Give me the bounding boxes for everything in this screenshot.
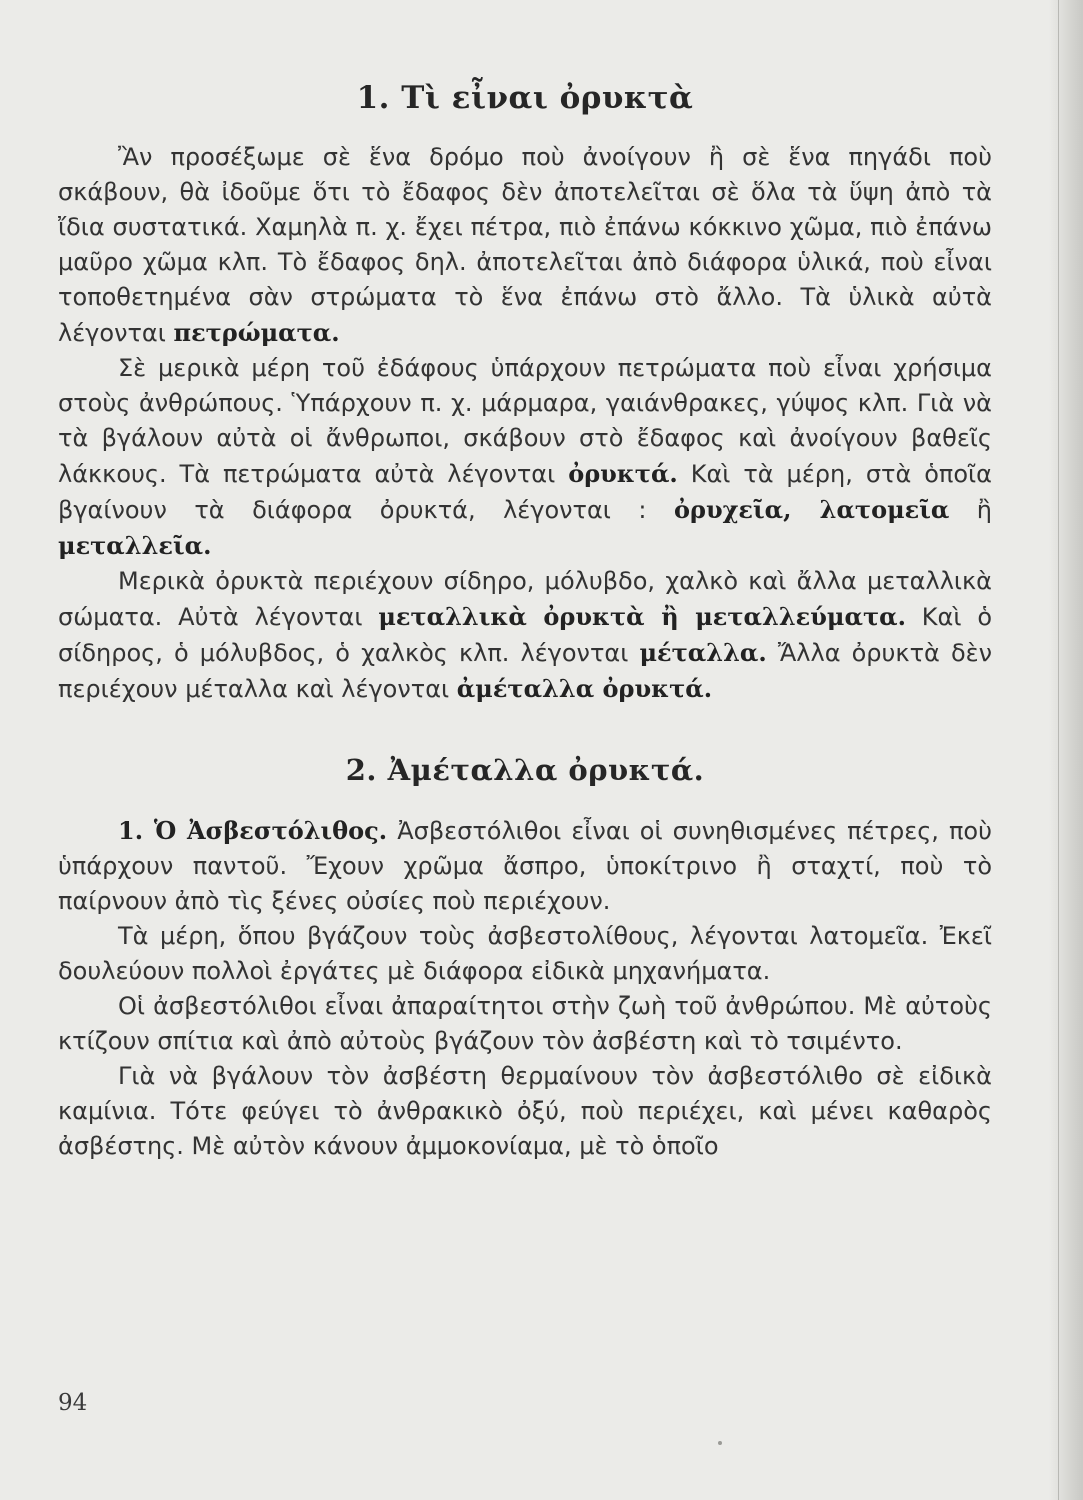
section-2-title: 2. Ἀμέταλλα ὀρυκτά.: [345, 753, 705, 787]
section-1-title: 1. Τὶ εἶναι ὀρυκτὰ: [356, 80, 694, 116]
page-number: 94: [58, 1390, 88, 1416]
page-edge-line: [1058, 0, 1059, 1500]
scan-speck: [718, 1441, 722, 1445]
page-content: [58, 80, 992, 1164]
paragraph-text: Καὶ τὰ μέρη, στὰ ὁποῖα βγαίνουν τὰ διάφορα ὀρυκτά, λέγονται :: [58, 460, 992, 524]
section-1-paragraph-1: [58, 140, 992, 351]
section-2-paragraph-1: [58, 813, 992, 919]
bold-term: ἀμέταλλα ὀρυκτά.: [456, 674, 713, 703]
section-2-paragraph-4: Γιὰ νὰ βγάλουν τὸν ἀσβέστη θερμαίνουν τὸν ἀσβεστόλιθο σὲ εἰδικὰ καμίνια. Τότε φεύγει τὸ ἀνθρακικὸ ὀξύ, ποὺ περιέχει, καὶ μένει καθαρὸς ἀσβέστης. Μὲ αὐτὸν κάνουν ἀμμοκονίαμα, μὲ τὸ ὁποῖο: [58, 1062, 992, 1160]
paragraph-text: Ἄλλα ὀρυκτὰ δὲν περιέχουν μέταλλα καὶ λέγονται: [58, 639, 993, 703]
paragraph-text: Μερικὰ ὀρυκτὰ περιέχουν σίδηρο, μόλυβδο, χαλκὸ καὶ ἄλλα μεταλλικὰ σώματα. Αὐτὰ λέγονται: [58, 567, 992, 631]
paragraph-text: ἢ: [949, 496, 993, 524]
paragraph-text: Ἂν προσέξωμε σὲ ἕνα δρόμο ποὺ ἀνοίγουν ἢ σὲ ἕνα πηγάδι ποὺ σκάβουν, θὰ ἰδοῦμε ὅτι τὸ ἔδαφος δὲν ἀποτελεῖται σὲ ὅλα τὰ ὕψη ἀπὸ τὰ ἴδια συστατικά. Χαμηλὰ π. χ. ἔχει πέτρα, πιὸ ἐπάνω κόκκινο χῶμα, πιὸ ἐπάνω μαῦρο χῶμα κλπ. Τὸ ἔδαφος δηλ. ἀποτελεῖται ἀπὸ διάφορα ὑλικά, ποὺ εἶναι τοποθετημένα σὰν στρώματα τὸ ἕνα ἐπάνω στὸ ἄλλο. Τὰ ὑλικὰ αὐτὰ λέγονται: [58, 143, 992, 347]
section-2-paragraph-3: Οἱ ἀσβεστόλιθοι εἶναι ἀπαραίτητοι στὴν ζωὴ τοῦ ἀνθρώπου. Μὲ αὐτοὺς κτίζουν σπίτια καὶ ἀπὸ αὐτοὺς βγάζουν τὸν ἀσβέστη καὶ τὸ τσιμέντο.: [58, 992, 992, 1055]
paragraph-text: Καὶ ὁ σίδηρος, ὁ μόλυβδος, ὁ χαλκὸς κλπ. λέγονται: [58, 603, 992, 667]
section-1-paragraph-3: [58, 564, 992, 707]
paragraph-text: Σὲ μερικὰ μέρη τοῦ ἐδάφους ὑπάρχουν πετρώματα ποὺ εἶναι χρήσιμα στοὺς ἀνθρώπους. Ὑπάρχουν π. χ. μάρμαρα, γαιάνθρακες, γύψος κλπ. Γιὰ νὰ τὰ βγάλουν αὐτὰ οἱ ἄνθρωποι, σκάβουν στὸ ἔδαφος καὶ ἀνοίγουν βαθεῖς λάκκους. Τὰ πετρώματα αὐτὰ λέγονται: [58, 354, 992, 488]
paragraph-text: Ἀσβεστόλιθοι εἶναι οἱ συνηθισμένες πέτρες, ποὺ ὑπάρχουν παντοῦ. Ἔχουν χρῶμα ἄσπρο, ὑποκίτρινο ἢ σταχτί, ποὺ τὸ παίρνουν ἀπὸ τὶς ξένες οὐσίες ποὺ περιέχουν.: [58, 817, 992, 915]
section-1-paragraph-2: [58, 351, 992, 564]
bold-term: ὀρυχεῖα, λατομεῖα: [673, 495, 950, 524]
bold-term: μεταλλεῖα.: [58, 531, 212, 560]
bold-term: πετρώματα.: [173, 318, 340, 347]
page-gutter-shadow: [1049, 0, 1083, 1500]
bold-term: 1. Ὁ Ἀσβεστόλιθος.: [118, 816, 388, 845]
bold-term: μέταλλα.: [639, 638, 767, 667]
bold-term: μεταλλικὰ ὀρυκτὰ ἢ μεταλλεύματα.: [378, 602, 906, 631]
bold-term: ὀρυκτά.: [568, 459, 678, 488]
section-2-paragraph-2: Τὰ μέρη, ὅπου βγάζουν τοὺς ἀσβεστολίθους, λέγονται λατομεῖα. Ἐκεῖ δουλεύουν πολλοὶ ἐργάτες μὲ διάφορα εἰδικὰ μηχανήματα.: [58, 922, 992, 985]
